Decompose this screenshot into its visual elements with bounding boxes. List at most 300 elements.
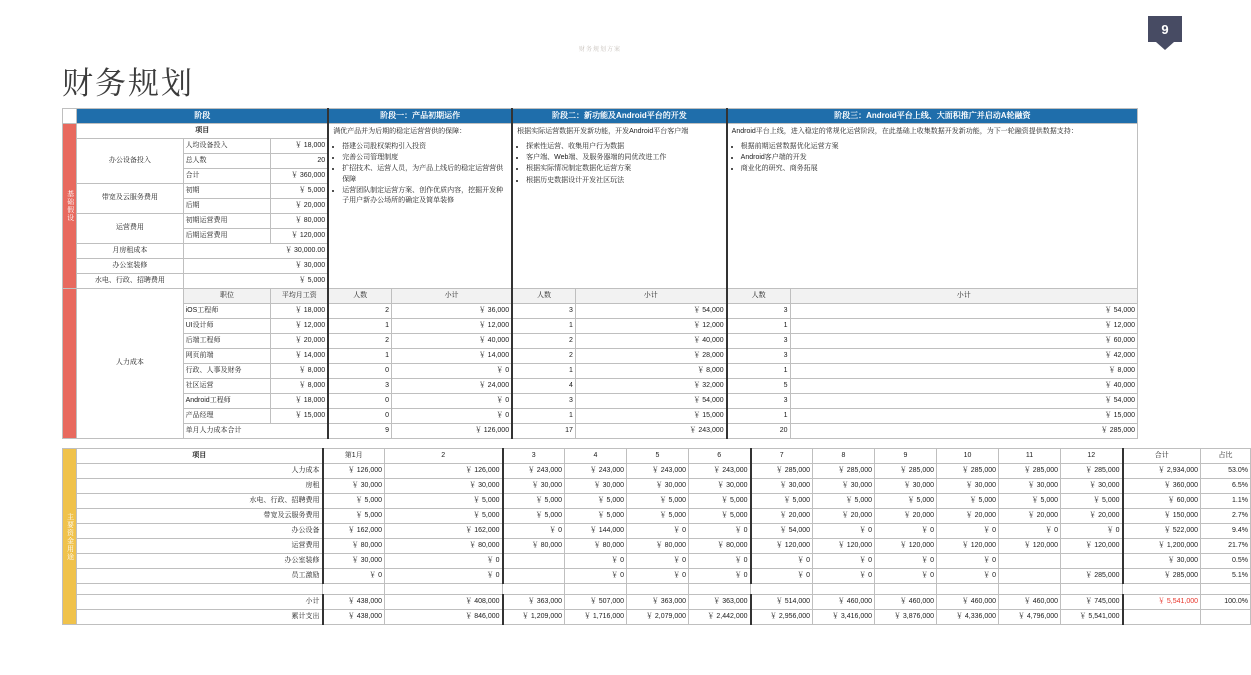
hr-salary: ￥ 15,000 (271, 409, 328, 424)
budget-cell: ￥ 30,000 (627, 479, 689, 494)
subtotal-cell: ￥ 363,000 (627, 595, 689, 610)
budget-cell: ￥ 80,000 (323, 539, 385, 554)
budget-row-label: 办公设备 (77, 524, 323, 539)
hr-total-p2-subtotal: ￥ 243,000 (575, 424, 726, 439)
budget-cell: ￥ 0 (385, 554, 503, 569)
monthly-total-header: 合计 (1123, 449, 1201, 464)
budget-cell: ￥ 0 (1061, 524, 1123, 539)
cumulative-cell: ￥ 4,796,000 (999, 610, 1061, 625)
month-header-10: 10 (937, 449, 999, 464)
subtotal-cell: ￥ 438,000 (323, 595, 385, 610)
budget-cell: ￥ 0 (937, 569, 999, 584)
phase3-description (727, 124, 1138, 289)
row-item-label: 后期 (183, 199, 271, 214)
budget-cell: ￥ 5,000 (565, 509, 627, 524)
hr-p1-count: 3 (328, 379, 391, 394)
budget-cell (503, 569, 565, 584)
hr-p2-subtotal-header: 小计 (575, 289, 726, 304)
row-value: ￥ 360,000 (271, 169, 328, 184)
budget-row-label: 办公室装修 (77, 554, 323, 569)
hr-p2-subtotal: ￥ 40,000 (575, 334, 726, 349)
hr-p1-subtotal: ￥ 12,000 (392, 319, 513, 334)
table-row (63, 364, 1138, 379)
spacer-cell (1123, 584, 1201, 595)
budget-cell: ￥ 0 (503, 524, 565, 539)
page-title: 财务规划 (62, 66, 194, 101)
cumulative-label: 累计支出 (77, 610, 323, 625)
watermark-text: 财务规划方案 (578, 47, 621, 53)
hr-p3-count: 1 (727, 319, 790, 334)
row-value: ￥ 30,000 (183, 259, 328, 274)
budget-row-label: 带宽及云服务费用 (77, 509, 323, 524)
spacer-cell (937, 584, 999, 595)
hr-position: iOS工程师 (183, 304, 271, 319)
month-header-7: 7 (751, 449, 813, 464)
budget-total: ￥ 522,000 (1123, 524, 1201, 539)
hr-p3-subtotal: ￥ 40,000 (790, 379, 1137, 394)
budget-total: ￥ 285,000 (1123, 569, 1201, 584)
budget-ratio: 53.0% (1201, 464, 1251, 479)
hr-p1-subtotal: ￥ 24,000 (392, 379, 513, 394)
hr-p1-subtotal: ￥ 40,000 (392, 334, 513, 349)
budget-cell: ￥ 5,000 (503, 494, 565, 509)
budget-cell: ￥ 5,000 (385, 509, 503, 524)
hr-p1-subtotal: ￥ 0 (392, 394, 513, 409)
budget-cell: ￥ 0 (875, 554, 937, 569)
budget-total: ￥ 150,000 (1123, 509, 1201, 524)
hr-p3-subtotal: ￥ 8,000 (790, 364, 1137, 379)
budget-row-label: 运营费用 (77, 539, 323, 554)
hr-group-label: 人力成本 (115, 359, 144, 367)
hr-position: Android工程师 (183, 394, 271, 409)
budget-cell: ￥ 243,000 (565, 464, 627, 479)
table-gap (62, 439, 1138, 448)
budget-cell: ￥ 0 (627, 524, 689, 539)
hr-p3-subtotal: ￥ 54,000 (790, 394, 1137, 409)
phase3-header: 阶段三：Android平台上线、大面积推广并启动A轮融资 (727, 109, 1138, 124)
hr-p2-count: 3 (512, 394, 575, 409)
spacer-cell (565, 584, 627, 595)
corner-cell (63, 109, 77, 124)
hr-p1-count: 1 (328, 319, 391, 334)
table-row (63, 379, 1138, 394)
month-header-1: 第1月 (323, 449, 385, 464)
phase1-description (328, 124, 512, 289)
budget-total: ￥ 30,000 (1123, 554, 1201, 569)
page-number-badge (1148, 16, 1182, 42)
budget-cell: ￥ 120,000 (875, 539, 937, 554)
hr-p2-count: 4 (512, 379, 575, 394)
subtotal-cell: ￥ 460,000 (999, 595, 1061, 610)
hr-total-row (63, 424, 1138, 439)
budget-cell: ￥ 285,000 (751, 464, 813, 479)
subtotal-cell: ￥ 460,000 (875, 595, 937, 610)
side-label-funds: 主要资金用途 (63, 449, 77, 625)
hr-p2-count: 1 (512, 364, 575, 379)
budget-cell: ￥ 5,000 (937, 494, 999, 509)
budget-cell: ￥ 30,000 (385, 479, 503, 494)
table-header-row (63, 109, 1138, 124)
hr-p2-subtotal: ￥ 54,000 (575, 394, 726, 409)
budget-cell: ￥ 126,000 (385, 464, 503, 479)
hr-p2-subtotal: ￥ 8,000 (575, 364, 726, 379)
table-row (63, 319, 1138, 334)
list-item: • Android客户端的开发 (741, 153, 1133, 163)
budget-cell: ￥ 80,000 (385, 539, 503, 554)
subtotal-cell: ￥ 460,000 (937, 595, 999, 610)
hr-salary: ￥ 20,000 (271, 334, 328, 349)
month-header-8: 8 (813, 449, 875, 464)
table-row (63, 524, 1251, 539)
cumulative-cell: ￥ 1,716,000 (565, 610, 627, 625)
cumulative-row (63, 610, 1251, 625)
spacer-cell (689, 584, 751, 595)
spacer-cell (1061, 584, 1123, 595)
budget-total: ￥ 60,000 (1123, 494, 1201, 509)
row-item-label: 初期运营费用 (183, 214, 271, 229)
budget-ratio: 5.1% (1201, 569, 1251, 584)
budget-cell: ￥ 0 (627, 569, 689, 584)
hr-salary-header: 平均月工资 (271, 289, 328, 304)
budget-cell: ￥ 285,000 (875, 464, 937, 479)
phase1-intro: 满优产品并为后期的稳定运营营供的保障： (333, 128, 467, 135)
budget-cell: ￥ 0 (565, 554, 627, 569)
monthly-budget-table (62, 448, 1251, 625)
hr-salary: ￥ 18,000 (271, 304, 328, 319)
budget-cell: ￥ 5,000 (323, 509, 385, 524)
budget-total: ￥ 360,000 (1123, 479, 1201, 494)
budget-cell: ￥ 285,000 (1061, 464, 1123, 479)
budget-cell: ￥ 5,000 (813, 494, 875, 509)
hr-p3-subtotal: ￥ 12,000 (790, 319, 1137, 334)
budget-cell: ￥ 0 (875, 524, 937, 539)
hr-p2-subtotal: ￥ 12,000 (575, 319, 726, 334)
budget-cell: ￥ 126,000 (323, 464, 385, 479)
budget-cell: ￥ 20,000 (813, 509, 875, 524)
row-group-label: 运营费用 (77, 214, 183, 244)
month-header-11: 11 (999, 449, 1061, 464)
subtotal-label: 小计 (77, 595, 323, 610)
budget-cell: ￥ 5,000 (1061, 494, 1123, 509)
cumulative-total (1123, 610, 1201, 625)
hr-p1-count: 2 (328, 334, 391, 349)
monthly-ratio-header: 占比 (1201, 449, 1251, 464)
subtotal-cell: ￥ 408,000 (385, 595, 503, 610)
spacer-cell (1201, 584, 1251, 595)
table-row (63, 464, 1251, 479)
hr-position-header: 职位 (183, 289, 271, 304)
budget-cell: ￥ 0 (813, 524, 875, 539)
cumulative-cell: ￥ 438,000 (323, 610, 385, 625)
list-item: • 运营团队制定运营方案、创作优质内容，挖掘开发种子用户新办公场所的确定及简单装修 (342, 186, 507, 206)
row-group-label: 月房租成本 (77, 244, 183, 259)
budget-ratio: 6.5% (1201, 479, 1251, 494)
hr-p3-subtotal: ￥ 15,000 (790, 409, 1137, 424)
row-item-label: 合计 (183, 169, 271, 184)
hr-position: 行政、人事及财务 (183, 364, 271, 379)
spacer-cell (627, 584, 689, 595)
budget-cell: ￥ 0 (689, 569, 751, 584)
budget-cell: ￥ 5,000 (689, 509, 751, 524)
hr-p3-count: 3 (727, 304, 790, 319)
hr-p3-count: 3 (727, 349, 790, 364)
hr-header-row (63, 289, 1138, 304)
table-row (63, 124, 1138, 139)
budget-cell: ￥ 0 (689, 524, 751, 539)
budget-cell: ￥ 120,000 (751, 539, 813, 554)
monthly-header-row (63, 449, 1251, 464)
spacer-cell (875, 584, 937, 595)
hr-p1-subtotal: ￥ 14,000 (392, 349, 513, 364)
phase2-intro: 根据实际运营数据开发新功能，开发Android平台客户端 (517, 128, 689, 135)
subtotal-cell: ￥ 507,000 (565, 595, 627, 610)
list-item: • 搭建公司股权架构引入投资 (342, 142, 507, 152)
budget-cell: ￥ 20,000 (999, 509, 1061, 524)
hr-p1-count-header: 人数 (328, 289, 391, 304)
list-item: • 客户端、Web端、及服务器端的同优改进工作 (526, 153, 722, 163)
row-value: ￥ 5,000 (183, 274, 328, 289)
budget-cell: ￥ 243,000 (503, 464, 565, 479)
phase1-bullet-list (333, 142, 507, 206)
spacer-cell (751, 584, 813, 595)
budget-cell (1061, 554, 1123, 569)
subtotal-cell: ￥ 460,000 (813, 595, 875, 610)
list-item: • 扩招技术、运营人员，为产品上线后的稳定运营营供保障 (342, 164, 507, 184)
stage-header: 阶段 (77, 109, 328, 124)
budget-cell: ￥ 54,000 (751, 524, 813, 539)
assumptions-and-phases-table (62, 108, 1138, 439)
hr-p3-count: 5 (727, 379, 790, 394)
budget-ratio: 0.5% (1201, 554, 1251, 569)
budget-cell: ￥ 80,000 (689, 539, 751, 554)
hr-p2-subtotal: ￥ 28,000 (575, 349, 726, 364)
table-row (63, 409, 1138, 424)
grand-total-ratio: 100.0% (1201, 595, 1251, 610)
budget-cell: ￥ 0 (751, 554, 813, 569)
budget-cell: ￥ 285,000 (813, 464, 875, 479)
budget-cell: ￥ 120,000 (813, 539, 875, 554)
subtotal-cell: ￥ 363,000 (689, 595, 751, 610)
budget-cell: ￥ 20,000 (751, 509, 813, 524)
hr-total-p3-subtotal: ￥ 285,000 (790, 424, 1137, 439)
budget-cell: ￥ 20,000 (937, 509, 999, 524)
list-item: • 探索性运营、收集用户行为数据 (526, 142, 722, 152)
list-item: • 根据前期运营数据优化运营方案 (741, 142, 1133, 152)
list-item: • 完善公司管理制度 (342, 153, 507, 163)
row-value: 20 (271, 154, 328, 169)
cumulative-cell: ￥ 2,442,000 (689, 610, 751, 625)
hr-position: 社区运营 (183, 379, 271, 394)
phase3-intro: Android平台上线，进入稳定的常规化运营阶段，在此基础上收集数据开发新功能，为下一轮融资提供数据支持： (731, 128, 1078, 135)
cumulative-cell: ￥ 2,079,000 (627, 610, 689, 625)
subtotal-row (63, 595, 1251, 610)
budget-cell: ￥ 5,000 (689, 494, 751, 509)
hr-p1-count: 1 (328, 349, 391, 364)
phase1-header: 阶段一：产品初期运作 (328, 109, 512, 124)
list-item: • 根据历史数据设计开发社区玩法 (526, 176, 722, 186)
hr-p1-count: 0 (328, 409, 391, 424)
budget-cell: ￥ 285,000 (1061, 569, 1123, 584)
month-header-4: 4 (565, 449, 627, 464)
budget-ratio: 2.7% (1201, 509, 1251, 524)
budget-cell: ￥ 243,000 (627, 464, 689, 479)
budget-cell: ￥ 5,000 (323, 494, 385, 509)
hr-p3-subtotal: ￥ 42,000 (790, 349, 1137, 364)
budget-ratio: 21.7% (1201, 539, 1251, 554)
budget-cell: ￥ 0 (813, 554, 875, 569)
hr-p1-subtotal: ￥ 0 (392, 364, 513, 379)
hr-p2-count: 2 (512, 334, 575, 349)
hr-total-p1-count: 9 (328, 424, 391, 439)
hr-p3-count: 3 (727, 334, 790, 349)
budget-row-label: 人力成本 (77, 464, 323, 479)
budget-cell (999, 554, 1061, 569)
hr-position: 网页前端 (183, 349, 271, 364)
budget-cell: ￥ 5,000 (875, 494, 937, 509)
hr-p2-count: 3 (512, 304, 575, 319)
budget-cell: ￥ 162,000 (323, 524, 385, 539)
hr-total-label: 单月人力成本合计 (183, 424, 328, 439)
budget-ratio: 9.4% (1201, 524, 1251, 539)
hr-total-p2-count: 17 (512, 424, 575, 439)
cumulative-cell: ￥ 3,876,000 (875, 610, 937, 625)
month-header-5: 5 (627, 449, 689, 464)
budget-cell: ￥ 30,000 (999, 479, 1061, 494)
spacer-cell (813, 584, 875, 595)
hr-p2-subtotal: ￥ 32,000 (575, 379, 726, 394)
row-item-label: 人均设备投入 (183, 139, 271, 154)
spacer-cell (503, 584, 565, 595)
row-value: ￥ 80,000 (271, 214, 328, 229)
budget-cell: ￥ 0 (875, 569, 937, 584)
subtotal-cell: ￥ 363,000 (503, 595, 565, 610)
list-item: • 根据实际情况制定数据化运营方案 (526, 164, 722, 174)
cumulative-cell: ￥ 1,209,000 (503, 610, 565, 625)
budget-cell: ￥ 0 (385, 569, 503, 584)
budget-cell: ￥ 120,000 (999, 539, 1061, 554)
budget-cell: ￥ 5,000 (751, 494, 813, 509)
cumulative-cell: ￥ 2,956,000 (751, 610, 813, 625)
hr-salary: ￥ 12,000 (271, 319, 328, 334)
table-row (63, 479, 1251, 494)
budget-cell: ￥ 0 (627, 554, 689, 569)
hr-p3-count-header: 人数 (727, 289, 790, 304)
budget-row-label: 房租 (77, 479, 323, 494)
hr-group-label-cell (77, 289, 183, 439)
hr-position: UI设计师 (183, 319, 271, 334)
table-row (63, 569, 1251, 584)
budget-cell: ￥ 80,000 (503, 539, 565, 554)
budget-cell: ￥ 120,000 (1061, 539, 1123, 554)
hr-p2-count: 1 (512, 409, 575, 424)
table-row (63, 349, 1138, 364)
budget-cell: ￥ 5,000 (999, 494, 1061, 509)
row-group-label: 办公设备投入 (77, 139, 183, 184)
row-value: ￥ 20,000 (271, 199, 328, 214)
cumulative-cell: ￥ 5,541,000 (1061, 610, 1123, 625)
hr-p3-subtotal: ￥ 54,000 (790, 304, 1137, 319)
phase2-description (512, 124, 727, 289)
budget-ratio: 1.1% (1201, 494, 1251, 509)
side-label-basic-2 (63, 289, 77, 439)
budget-cell: ￥ 5,000 (627, 494, 689, 509)
table-row (63, 539, 1251, 554)
budget-cell: ￥ 30,000 (813, 479, 875, 494)
cumulative-cell: ￥ 846,000 (385, 610, 503, 625)
budget-cell: ￥ 0 (565, 569, 627, 584)
subtotal-cell: ￥ 514,000 (751, 595, 813, 610)
budget-cell: ￥ 120,000 (937, 539, 999, 554)
spacer-cell (77, 584, 323, 595)
cumulative-cell: ￥ 4,336,000 (937, 610, 999, 625)
table-row (63, 304, 1138, 319)
cumulative-ratio (1201, 610, 1251, 625)
month-header-2: 2 (385, 449, 503, 464)
phase2-bullet-list (517, 142, 722, 186)
budget-cell: ￥ 0 (937, 524, 999, 539)
month-header-9: 9 (875, 449, 937, 464)
hr-p1-count: 0 (328, 394, 391, 409)
budget-row-label: 水电、行政、招聘费用 (77, 494, 323, 509)
table-row (63, 494, 1251, 509)
grand-total: ￥ 5,541,000 (1123, 595, 1201, 610)
row-value: ￥ 18,000 (271, 139, 328, 154)
month-header-12: 12 (1061, 449, 1123, 464)
spacer-cell (999, 584, 1061, 595)
budget-total: ￥ 2,934,000 (1123, 464, 1201, 479)
hr-p2-subtotal: ￥ 15,000 (575, 409, 726, 424)
row-group-label: 带宽及云服务费用 (77, 184, 183, 214)
budget-row-label: 员工激励 (77, 569, 323, 584)
budget-cell: ￥ 30,000 (565, 479, 627, 494)
hr-p2-count: 2 (512, 349, 575, 364)
hr-p3-subtotal: ￥ 60,000 (790, 334, 1137, 349)
phase3-bullet-list (732, 142, 1133, 174)
budget-cell: ￥ 30,000 (503, 479, 565, 494)
table-row (63, 394, 1138, 409)
budget-cell: ￥ 30,000 (875, 479, 937, 494)
spacer-cell (323, 584, 385, 595)
phase2-header: 阶段二：新功能及Android平台的开发 (512, 109, 727, 124)
row-value: ￥ 5,000 (271, 184, 328, 199)
budget-cell: ￥ 0 (751, 569, 813, 584)
budget-cell (503, 554, 565, 569)
table-row (63, 509, 1251, 524)
table-row (63, 334, 1138, 349)
hr-p3-count: 1 (727, 364, 790, 379)
hr-salary: ￥ 8,000 (271, 379, 328, 394)
list-item: • 商业化的研究、商务拓展 (741, 164, 1133, 174)
hr-p1-subtotal-header: 小计 (392, 289, 513, 304)
hr-p1-count: 0 (328, 364, 391, 379)
budget-cell: ￥ 162,000 (385, 524, 503, 539)
row-value: ￥ 30,000.00 (183, 244, 328, 259)
row-group-label: 水电、行政、招聘费用 (77, 274, 183, 289)
hr-total-p1-subtotal: ￥ 126,000 (392, 424, 513, 439)
page-number: 9 (1161, 21, 1169, 37)
monthly-item-header: 项目 (77, 449, 323, 464)
hr-salary: ￥ 8,000 (271, 364, 328, 379)
budget-cell: ￥ 30,000 (751, 479, 813, 494)
budget-cell: ￥ 0 (323, 569, 385, 584)
budget-cell: ￥ 5,000 (503, 509, 565, 524)
budget-cell: ￥ 5,000 (627, 509, 689, 524)
row-group-label: 办公室装修 (77, 259, 183, 274)
month-header-6: 6 (689, 449, 751, 464)
budget-cell: ￥ 30,000 (689, 479, 751, 494)
table-row (63, 554, 1251, 569)
budget-cell: ￥ 30,000 (1061, 479, 1123, 494)
